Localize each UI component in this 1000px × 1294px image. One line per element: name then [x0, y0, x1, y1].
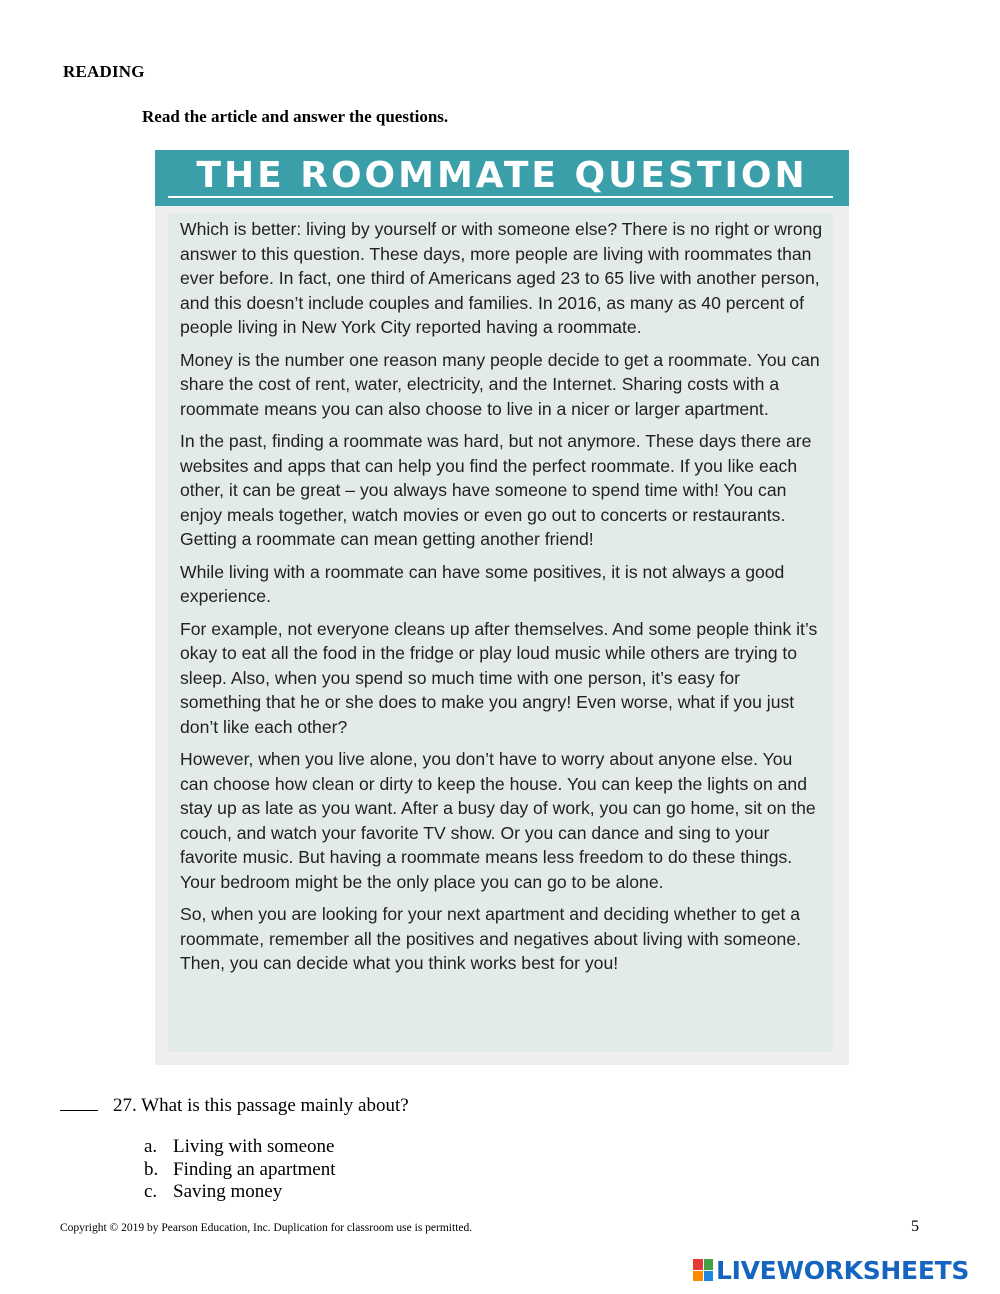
answer-option-c[interactable]	[144, 1181, 336, 1204]
page-number: 5	[911, 1218, 919, 1235]
article-paragraph: However, when you live alone, you don’t have to worry about anyone else. You can choose how clean or dirty to keep the house. You can keep the lights on and stay up as late as you want. After a busy day of work, you can go home, sit on the couch, and watch your favorite TV show. Or you can dance and sing to your favorite music. But having a roommate means less freedom to do these things. Your bedroom might be the only place you can go to be alone.	[180, 749, 816, 892]
question-27	[60, 1093, 409, 1117]
option-letter: a.	[144, 1136, 158, 1157]
section-heading: READING	[63, 62, 145, 81]
article-header	[155, 150, 849, 206]
option-text: Saving money	[173, 1181, 283, 1202]
article-paragraph: Which is better: living by yourself or with someone else? There is no right or wrong answer to this question. These days, more people are living with roommates than ever before. In fact, one third of Americans aged 23 to 65 live with another person, and this doesn’t include couples and families. In 2016, as many as 40 percent of people living in New York City reported having a roommate.	[180, 219, 823, 337]
footer-copyright: Copyright © 2019 by Pearson Education, Inc. Duplication for classroom use is permitted.	[60, 1222, 473, 1234]
article-paragraph: For example, not everyone cleans up after themselves. And some people think it’s okay to eat all the food in the fridge or play loud music while others are trying to sleep. Also, when you spend so much time with one person, it’s easy for something that he or she does to make you angry! Even worse, what if you just don’t like each other?	[180, 618, 818, 737]
question-number: 27.	[113, 1095, 137, 1116]
question-text: What is this passage mainly about?	[141, 1095, 409, 1116]
instructions: Read the article and answer the questions.	[142, 107, 449, 126]
article-paragraph: While living with a roommate can have some positives, it is not always a good experience.	[180, 561, 785, 606]
article-paragraph: Money is the number one reason many people decide to get a roommate. You can share the cost of rent, water, electricity, and the Internet. Sharing costs with a roommate means you can also choose to live in a nicer or larger apartment.	[180, 349, 820, 419]
option-letter: b.	[144, 1158, 159, 1180]
answer-blank[interactable]	[60, 1093, 98, 1111]
answer-options	[144, 1136, 336, 1204]
option-text: Finding an apartment	[173, 1158, 336, 1180]
title-rule	[168, 196, 833, 198]
article-title: THE ROOMMATE QUESTION	[196, 155, 808, 196]
option-text: Living with someone	[173, 1136, 335, 1157]
option-letter: c.	[144, 1181, 158, 1202]
article-box	[155, 150, 849, 1065]
liveworksheets-logo-icon	[693, 1259, 713, 1281]
answer-option-a[interactable]	[144, 1136, 336, 1159]
liveworksheets-wordmark: LIVEWORKSHEETS	[716, 1255, 970, 1285]
liveworksheets-logo[interactable]	[693, 1256, 969, 1284]
answer-option-b[interactable]	[144, 1159, 336, 1182]
article-paragraph: So, when you are looking for your next apartment and deciding whether to get a roommate, remember all the positives and negatives about living with someone. Then, you can decide what you think works best for you!	[180, 904, 801, 973]
article-paragraph: In the past, finding a roommate was hard, but not anymore. These days there are websites and apps that can help you find the perfect roommate. If you like each other, it can be great – you always have someone to spend time with! You can enjoy meals together, watch movies or even go out to concerts or restaurants. Getting a roommate can mean getting another friend!	[180, 431, 812, 549]
article-body	[168, 213, 833, 1052]
